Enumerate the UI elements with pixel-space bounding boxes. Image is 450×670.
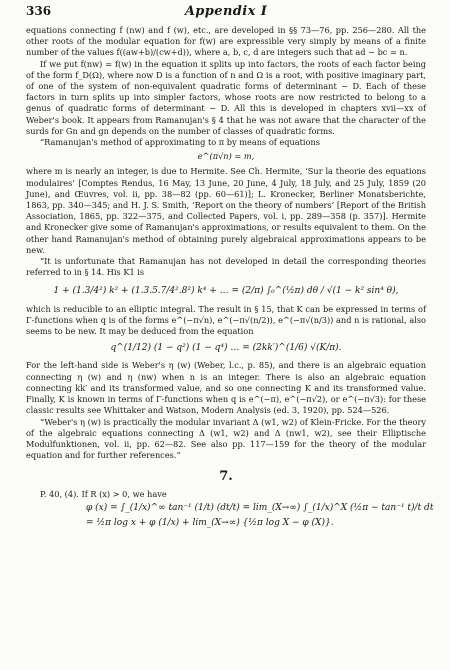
paragraph-8: “Weber's η (w) is practically the modular invariant Δ (w1, w2) of Klein-Fricke. For the theory of the algebraic equations connecting Δ (w1, w2) and Δ (nw1, w2), see their Elliptische Modulfunktionen, vol. ii, pp. 62—82. See also pp. 117—159 for the theory of the modular equation and for further references.” [26, 416, 426, 461]
paragraph-4: where m is nearly an integer, is due to Hermite. See Ch. Hermite, ‘Sur la theorie des equations modulaires’ [Comptes Rendus, 16 May, 13 June, 20 June, 4 July, 18 July, and 25 July, 1859 (20 June), and Œuvres, vol. ii, pp. 38—82 (pp. 60—61)]; L. Kronecker, Berliner Monatsberichte, 1863, pp. 340—345; and H. J. S. Smith, ‘Report on the theory of numbers’ [Report of the British Association, 1865, pp. 322—375, and Collected Papers, vol. i, pp. 289—358 (p. 357)]. Hermite and Kronecker give some of Ramanujan's approximations, or results equivalent to them. On the other hand Ramanujan's method of obtaining purely algebraical approximations appears to be new. [26, 166, 426, 255]
section-heading: 7. [219, 469, 233, 485]
paragraph-3: “Ramanujan's method of approximating to π by means of equations [40, 137, 320, 148]
page-header [26, 4, 426, 22]
paragraph-5: “It is unfortunate that Ramanujan has not developed in detail the corresponding theories referred to in § 14. His K1 is [26, 256, 426, 278]
paragraph-1: equations connecting f (nw) and f (w), etc., are developed in §§ 73—76, pp. 256—280. All the other roots of the modular equation for f(w) are expressible very simply by means of a finite number of the values f((aw+b)/(cw+d)), where a, b, c, d are integers such that ad − bc = n. [26, 25, 426, 58]
paragraph-2: If we put f(nw) = f(w) in the equation it splits up into factors, the roots of each factor being of the form f_D(Ω), where now D is a function of n and Ω is a root, with positive imaginary part, of one of the system of non-equivalent quadratic forms of determinant − D. Each of these factors in turn splits up into simpler factors, whose roots are now restricted to belong to a genus of quadratic forms of determinant − D. All this is developed in chapters xvii—xx of Weber's book. It appears from Ramanujan's § 4 that he was not aware that the character of the surds for Gn and gn depends on the number of classes of quadratic forms. [26, 58, 426, 136]
equation-eta: q^(1/12) (1 − q²) (1 − q⁴) … = (2kk′)^(1/6) √(K/π). [110, 343, 342, 354]
page-number: 336 [26, 4, 52, 18]
equation-phi-limit: = ½π log x + φ (1/x) + lim_(X→∞) {½π log X − φ (X)}. [86, 517, 334, 528]
equation-hermite: e^(π√n) = m, [197, 151, 255, 162]
running-head: Appendix I [184, 4, 268, 19]
paragraph-9: P. 40, (4). If R (x) > 0, we have [40, 488, 167, 499]
equation-phi-definition: φ (x) = ∫_(1/x)^∞ tan⁻¹ (1/t) (dt/t) = lim_(X→∞) ∫_(1/x)^X (½π − tan⁻¹ t)/t dt [86, 502, 434, 513]
equation-k1-integral: 1 + (1.3/4²) k² + (1.3.5.7/4².8²) k⁴ + … = (2/π) ∫₀^(½π) dθ / √(1 − k² sin⁴ θ), [53, 286, 399, 297]
paragraph-7: For the left-hand side is Weber's η (w) (Weber, l.c., p. 85), and there is an algebraic equation connecting η (w) and η (nw) when n is an integer. There is also an algebraic equation connecting kk′ and its transformed value, and so one connecting K and its transformed value. Finally, K is known in terms of Γ-functions when q is e^(−π), e^(−π√2), or e^(−π√3): for these classic results see Whittaker and Watson, Modern Analysis (ed. 3, 1920), pp. 524—526. [26, 360, 426, 416]
paragraph-6: which is reducible to an elliptic integral. The result in § 15, that K can be expressed in terms of Γ-functions when q is of the forms e^(−π√n), e^(−π√(n/2)), e^(−π√(n/3)) and n is rational, also seems to be new. It may be deduced from the equation [26, 303, 426, 337]
